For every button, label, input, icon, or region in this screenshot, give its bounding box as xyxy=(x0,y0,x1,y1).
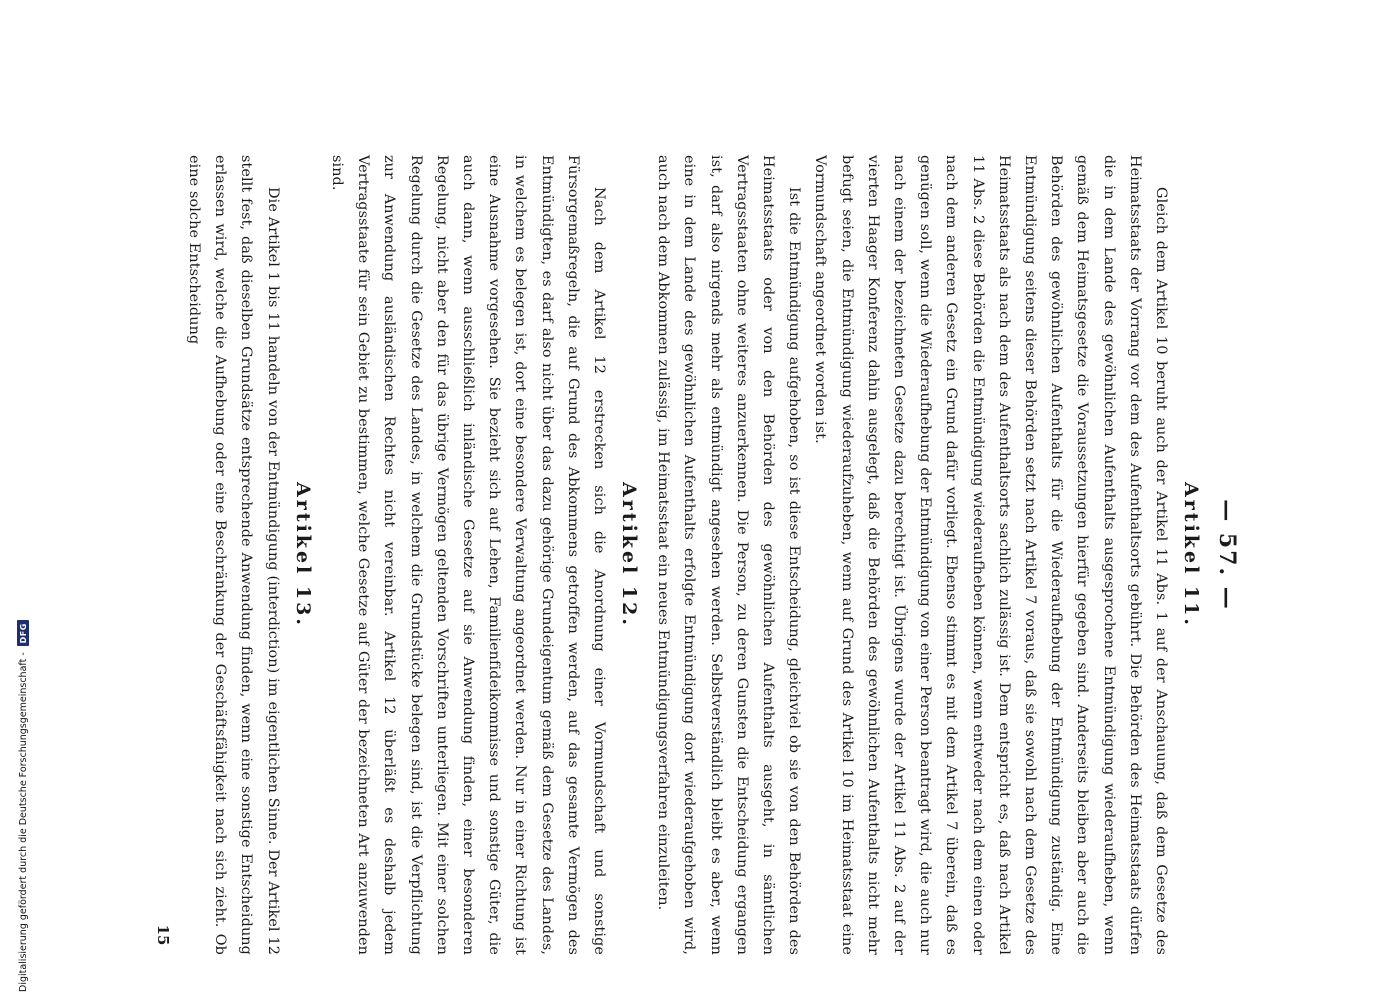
body-column xyxy=(181,155,1206,955)
rotated-text-block xyxy=(130,155,1240,955)
article-11-title: Artikel 11. xyxy=(1180,482,1202,628)
page-number: 15 xyxy=(154,924,172,946)
dfg-logo-icon: DFG xyxy=(17,620,29,646)
page-header: — 57. — xyxy=(1214,499,1240,611)
article-11-paragraph-2: Ist die Entmündigung aufgehoben, so ist diese Entscheidung, gleichviel ob sie von den Behörden des Heimatsstaats oder von den Behörden des gewöhnlichen Aufenthalts ausgeht, in sämtlichen Vertragsstaaten ohne weiteres anzuerkennen. Die Person, zu deren Gunsten die Entscheidung ergangen ist, darf also nirgends mehr als entmündigt angesehen werden. Selbstverständlich bleibt es aber, wenn eine in dem Lande des gewöhnlichen Aufenthalts erfolgte Entmündigung dort wiederaufgehoben wird, auch nach dem Abkommen zulässig, im Heimatsstaat ein neues Entmündigungsverfahren einzuleiten. xyxy=(655,155,803,955)
article-11-paragraph-1: Gleich dem Artikel 10 beruht auch der Artikel 11 Abs. 1 auf der Anschauung, daß dem Gesetze des Heimatsstaats der Vorrang vor dem des Aufenthaltsorts gebührt. Die Behörden des Heimatsstaats dürfen die in dem Lande des gewöhnlichen Aufenthalts ausgesprochene Entmündigung wiederaufheben, wenn gemäß dem Heimatsgesetze die Voraussetzungen hierfür gegeben sind. Anderseits bleiben aber auch die Behörden des gewöhnlichen Aufenthalts für die Wiederaufhebung der Entmündigung zuständig. Eine Entmündigung seitens dieser Behörden setzt nach Artikel 7 voraus, daß sie sowohl nach dem Gesetze des Heimatsstaats als nach dem des Aufenthaltsorts sachlich zulässig ist. Dem entspricht es, daß nach Artikel 11 Abs. 2 diese Behörden die Entmündigung wiederaufheben können, wenn entweder nach dem einen oder nach dem anderen Gesetz ein Grund dafür vorliegt. Ebenso stimmt es mit dem Artikel 7 überein, daß es genügen soll, wenn die Wiederaufhebung der Entmündigung von einer Person beantragt wird, die auch nur nach einem der bezeichneten Gesetze dazu berechtigt ist. Übrigens wurde der Artikel 11 Abs. 2 auf der vierten Haager Konferenz dahin ausgelegt, daß die Behörden des gewöhnlichen Aufenthalts nicht mehr befugt seien, die Entmündigung wiederaufzuheben, wenn auf Grund des Artikel 10 im Heimatsstaat eine Vormundschaft angeordnet worden ist. xyxy=(812,155,1169,955)
article-13-title: Artikel 13. xyxy=(291,482,314,628)
article-12-paragraph-1: Nach dem Artikel 12 erstrecken sich die Anordnung einer Vormundschaft und sonstige Fürsorgemaßregeln, die auf Grund des Abkommens getroffen werden, auf das gesamte Vermögen des Entmündigten, es darf also nicht über das dazu gehörige Grundeigentum gemäß dem Gesetze des Landes, in welchem es belegen ist, dort eine besondere Verwaltung angeordnet werden. Nur in einer Richtung ist eine Ausnahme vorgesehen. Sie bezieht sich auf Lehen, Familienfideikommisse und sonstige Güter, die auch dann, wenn ausschließlich inländische Gesetze auf sie Anwendung finden, einer besonderen Regelung, nicht aber den für das übrige Vermögen geltenden Vorschriften unterliegen. Mit einer solchen Regelung durch die Gesetze des Landes, in welchem die Grundstücke belegen sind, ist die Verpflichtung zur Anwendung ausländischen Rechtes nicht vereinbar. Artikel 12 überläßt es deshalb jedem Vertragsstaate für sein Gebiet zu bestimmen, welche Gesetze auf Güter der bezeichneten Art anzuwenden sind. xyxy=(328,155,607,955)
watermark-text: Digitalisierung gefördert durch die Deutsche Forschungsgemeinschaft - xyxy=(17,652,29,992)
digitization-watermark xyxy=(16,592,30,992)
article-13-paragraph-1: Die Artikel 1 bis 11 handeln von der Entmündigung (interdiction) im eigentlichen Sinne. Der Artikel 12 stellt fest, daß dieselben Grundsätze entsprechende Anwendung finden, wenn eine sonstige Entscheidung erlassen wird, welche die Aufhebung oder eine Beschränkung der Geschäftsfähigkeit nach sich zieht. Ob eine solche Entscheidung xyxy=(186,155,281,955)
article-12-title: Artikel 12. xyxy=(617,482,640,628)
